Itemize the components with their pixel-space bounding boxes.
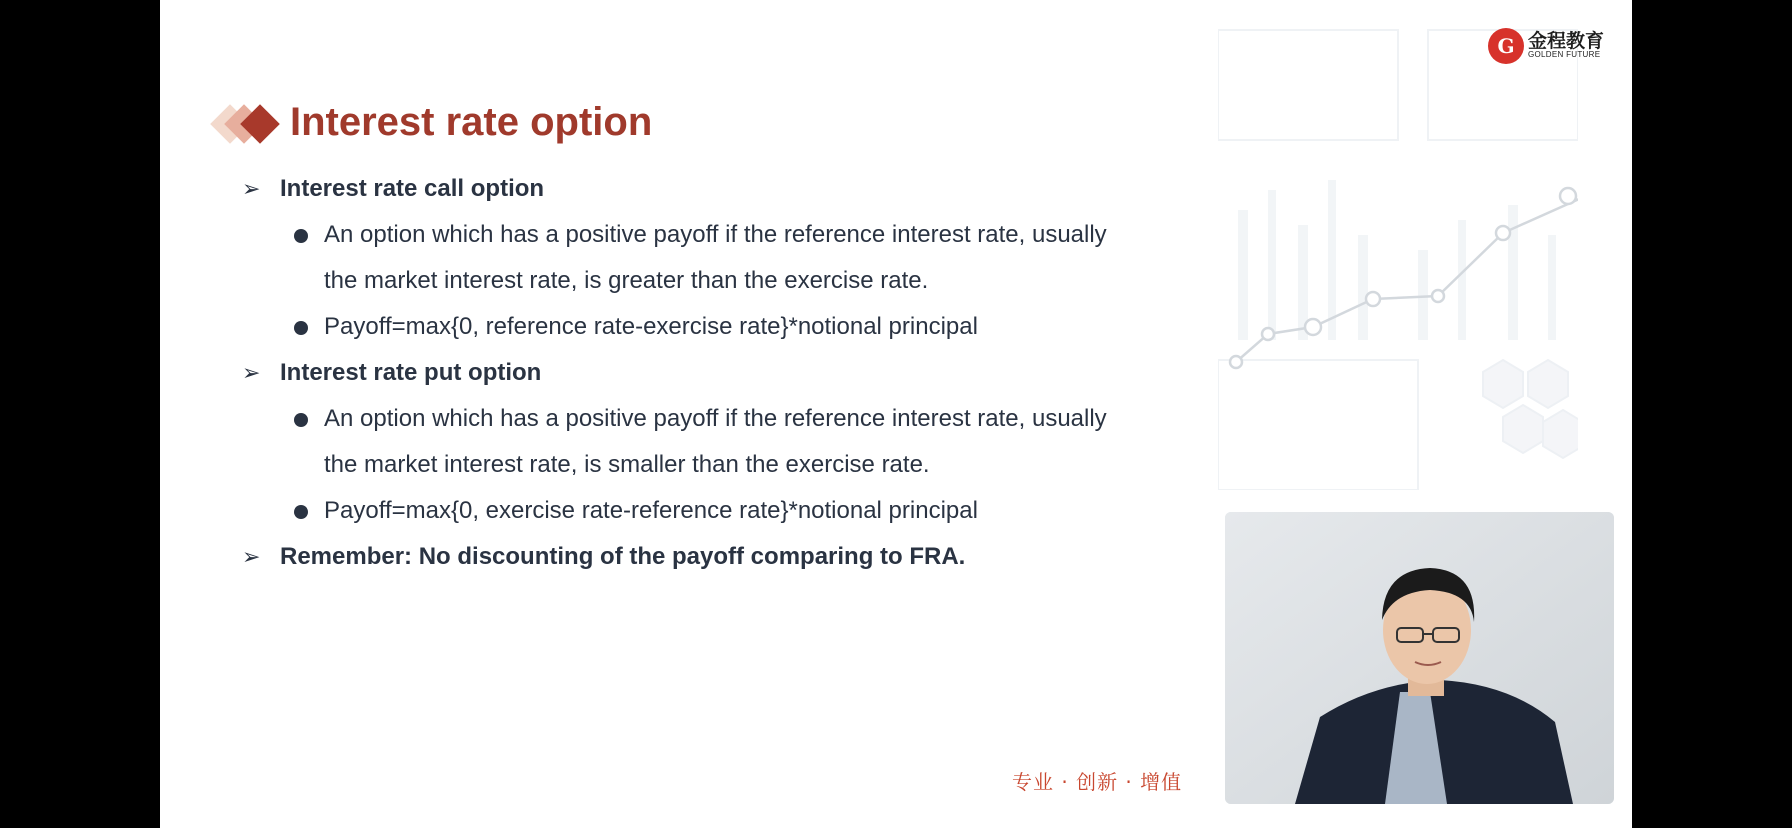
arrowhead-icon: ➢	[242, 176, 261, 201]
logo-mark-icon: G	[1488, 28, 1524, 64]
arrowhead-icon: ➢	[242, 360, 261, 385]
bullet-icon	[294, 413, 308, 427]
bullet-item: Payoff=max{0, reference rate-exercise rate}*notional principal	[242, 304, 1142, 350]
section-heading: ➢ Interest rate call option	[242, 166, 1142, 212]
bullet-icon	[294, 321, 308, 335]
diamonds-icon	[206, 96, 286, 152]
slide-title: Interest rate option	[290, 100, 653, 144]
logo-text: 金程教育	[1528, 30, 1605, 52]
slide-content	[242, 166, 1142, 580]
bullet-icon	[294, 505, 308, 519]
arrowhead-icon: ➢	[242, 544, 261, 569]
company-logo	[1488, 26, 1618, 66]
section-heading: ➢ Remember: No discounting of the payoff comparing to FRA.	[242, 534, 1142, 580]
bullet-item: An option which has a positive payoff if the reference interest rate, usually the market interest rate, is greater than the exercise rate.	[242, 212, 1144, 304]
section-heading: ➢ Interest rate put option	[242, 350, 1142, 396]
presenter-video	[1225, 512, 1614, 804]
slogan: 专业 · 创新 · 增值	[1012, 770, 1183, 794]
bullet-item: Payoff=max{0, exercise rate-reference rate}*notional principal	[242, 488, 1142, 534]
logo-subtext: GOLDEN FUTURE	[1528, 50, 1601, 59]
presenter-image	[1225, 512, 1614, 804]
bullet-item: An option which has a positive payoff if the reference interest rate, usually the market interest rate, is smaller than the exercise rate.	[242, 396, 1144, 488]
bullet-icon	[294, 229, 308, 243]
decorative-infographic	[1218, 20, 1578, 490]
slide	[160, 0, 1632, 828]
